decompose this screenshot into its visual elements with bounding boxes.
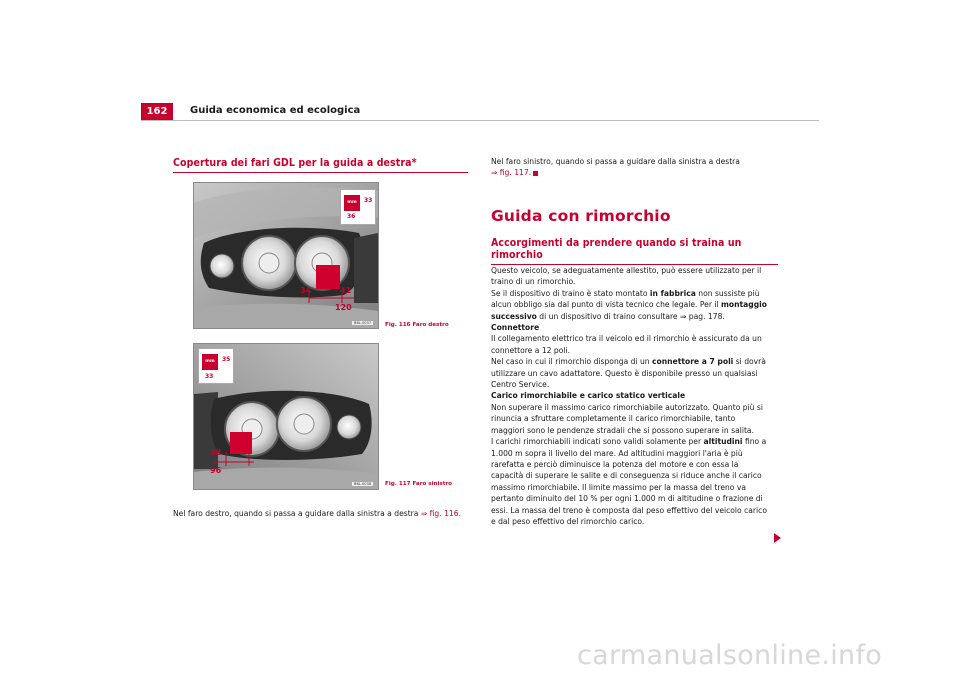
figure-117-left-headlight bbox=[193, 343, 379, 490]
dim-label: 33 bbox=[205, 373, 214, 380]
dim-label: 34 bbox=[300, 286, 312, 295]
subheading-connettore: Connettore bbox=[491, 323, 540, 333]
towing-body-text bbox=[491, 265, 771, 527]
dim-label: 96 bbox=[210, 466, 222, 475]
paragraph-left-headlight: Nel faro sinistro, quando si passa a guidare dalla sinistra a destra ⇒ fig. 117. bbox=[491, 157, 740, 178]
header-rule bbox=[141, 120, 819, 121]
paragraph: Il collegamento elettrico tra il veicolo ed il rimorchio è assicurato da un connettore a 12 poli. bbox=[491, 334, 762, 355]
dim-label: 38 bbox=[210, 448, 222, 457]
continue-arrow-icon bbox=[774, 533, 781, 543]
dim-label: 41 bbox=[340, 286, 352, 295]
watermark: carmanualsonline.info bbox=[577, 640, 883, 671]
chapter-title-towing: Guida con rimorchio bbox=[491, 207, 671, 225]
mm-label: mm bbox=[344, 195, 360, 211]
mm-label: mm bbox=[202, 354, 218, 370]
figure-code: B6L-0037 bbox=[354, 321, 372, 325]
figure-code: B6L-0038 bbox=[354, 482, 372, 486]
dim-label: 36 bbox=[347, 213, 356, 220]
paragraph: Nel caso in cui il rimorchio disponga di un connettore a 7 poli si dovrà utilizzare un cavo adattatore. Questo è disponibile presso un qualsiasi Centro Service. bbox=[491, 357, 766, 390]
figure-116-caption: Fig. 116 Faro destro bbox=[385, 322, 449, 328]
paragraph: Non superare il massimo carico rimorchiabile autorizzato. Quanto più si rinuncia a sfruttare completamente il carico rimorchiabile, tanto maggiori sono le pendenze stradali che si possono superare in salita. bbox=[491, 402, 763, 435]
paragraph: Questo veicolo, se adeguatamente allestito, può essere utilizzato per il traino di un rimorchio. bbox=[491, 266, 762, 287]
cover-patch bbox=[230, 432, 252, 454]
subheading-carico: Carico rimorchiabile e carico statico verticale bbox=[491, 391, 686, 401]
fig-117-link[interactable]: ⇒ fig. 117 bbox=[491, 168, 529, 178]
section-end-marker bbox=[533, 171, 538, 176]
cover-patch bbox=[316, 265, 340, 289]
subsection-title-towing-precautions: Accorgimenti da prendere quando si traina un rimorchio bbox=[491, 237, 778, 265]
dim-label: 35 bbox=[222, 356, 231, 363]
fig-116-link[interactable]: ⇒ fig. 116 bbox=[420, 509, 459, 518]
paragraph-right-headlight: Nel faro destro, quando si passa a guidare dalla sinistra a destra ⇒ fig. 116. bbox=[173, 509, 461, 518]
section-title-headlight-cover: Copertura dei fari GDL per la guida a destra* bbox=[173, 157, 468, 173]
paragraph: Se il dispositivo di traino è stato montato in fabbrica non sussiste più alcun obbligo sia dal punto di vista tecnico che legale. Per il montaggio successivo di un dispositivo di traino consultare ⇒ pag. 178. bbox=[491, 288, 767, 321]
dim-label: 120 bbox=[335, 303, 352, 312]
dim-label: 33 bbox=[364, 197, 373, 204]
figure-117-caption: Fig. 117 Faro sinistro bbox=[385, 481, 453, 487]
running-head: Guida economica ed ecologica bbox=[190, 105, 361, 116]
figure-116-right-headlight bbox=[193, 182, 379, 329]
paragraph: I carichi rimorchiabili indicati sono validi solamente per altitudini fino a 1.000 m sopra il livello del mare. Ad altitudini maggiori l'aria è più rarefatta e perciò diminuisce la potenza del motore e con essa la capacità di superare le salite e di conseguenza si riduce anche il carico massimo rimorchiabile. Il limite massimo per la massa del treno va pertanto diminuito del 10 % per ogni 1.000 m di altitudine o frazione di essi. La massa del treno è composta dal peso effettivo del veicolo carico e dal peso effettivo del rimorchio carico. bbox=[491, 437, 767, 526]
page-number: 162 bbox=[141, 103, 173, 120]
